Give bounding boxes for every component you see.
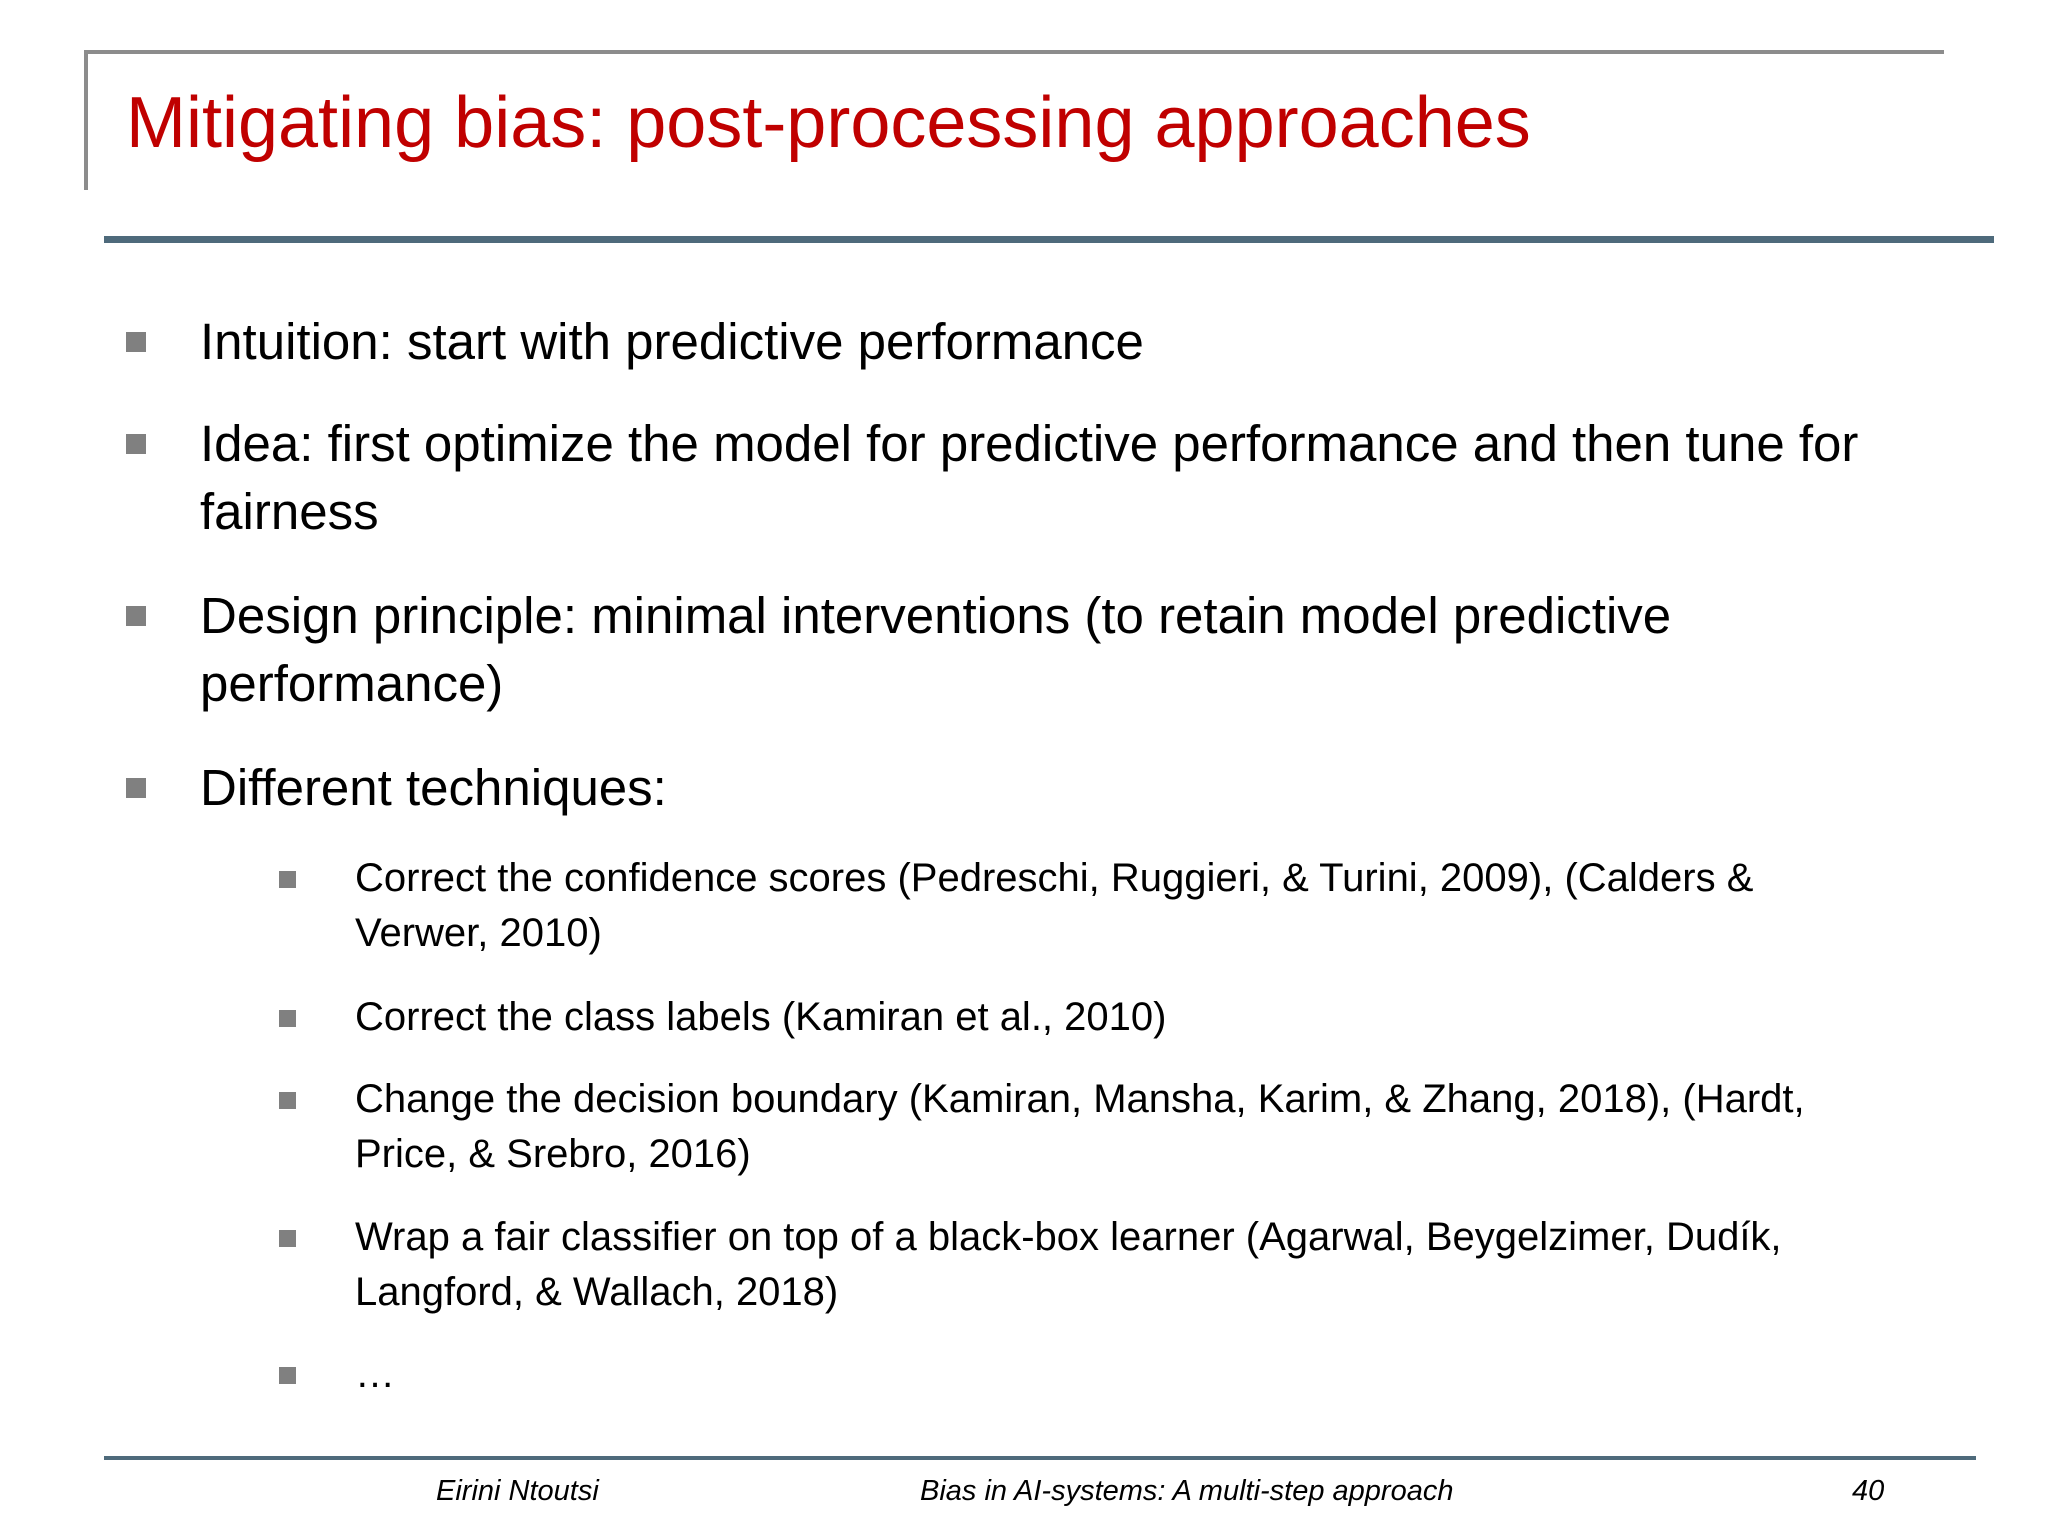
square-bullet-icon bbox=[126, 606, 146, 626]
bullet-text: Design principle: minimal interventions (to retain model predictive performance) bbox=[200, 587, 1672, 712]
square-bullet-icon bbox=[279, 1092, 296, 1109]
sub-bullet-text: Change the decision boundary (Kamiran, Mansha, Karim, & Zhang, 2018), (Hardt, Price, & Srebro, 2016) bbox=[355, 1077, 1805, 1176]
square-bullet-icon bbox=[126, 778, 146, 798]
square-bullet-icon bbox=[279, 1010, 296, 1027]
square-bullet-icon bbox=[279, 1230, 296, 1247]
sub-bullet-text: Wrap a fair classifier on top of a black-box learner (Agarwal, Beygelzimer, Dudík, Langford, & Wallach, 2018) bbox=[355, 1215, 1782, 1314]
sub-bullet-text: Correct the confidence scores (Pedreschi, Ruggieri, & Turini, 2009), (Calders & Verwer, 2010) bbox=[355, 856, 1754, 955]
frame-left-border bbox=[84, 50, 88, 190]
slide-title: Mitigating bias: post-processing approaches bbox=[126, 83, 1531, 163]
bullet-text: Intuition: start with predictive performance bbox=[200, 313, 1144, 370]
square-bullet-icon bbox=[279, 871, 296, 888]
square-bullet-icon bbox=[126, 434, 146, 454]
bullet-text: Idea: first optimize the model for predictive performance and then tune for fairness bbox=[200, 415, 1859, 540]
sub-bullet-text: … bbox=[355, 1352, 395, 1396]
title-divider bbox=[104, 236, 1994, 243]
frame-top-border bbox=[84, 50, 1944, 54]
footer-divider bbox=[104, 1456, 1976, 1460]
footer-presentation-title: Bias in AI-systems: A multi-step approach bbox=[920, 1475, 1454, 1507]
square-bullet-icon bbox=[126, 332, 146, 352]
page-number: 40 bbox=[1852, 1475, 1885, 1507]
sub-bullet-text: Correct the class labels (Kamiran et al., 2010) bbox=[355, 995, 1167, 1039]
bullet-text: Different techniques: bbox=[200, 759, 667, 816]
square-bullet-icon bbox=[279, 1367, 296, 1384]
footer-author: Eirini Ntoutsi bbox=[436, 1475, 599, 1507]
